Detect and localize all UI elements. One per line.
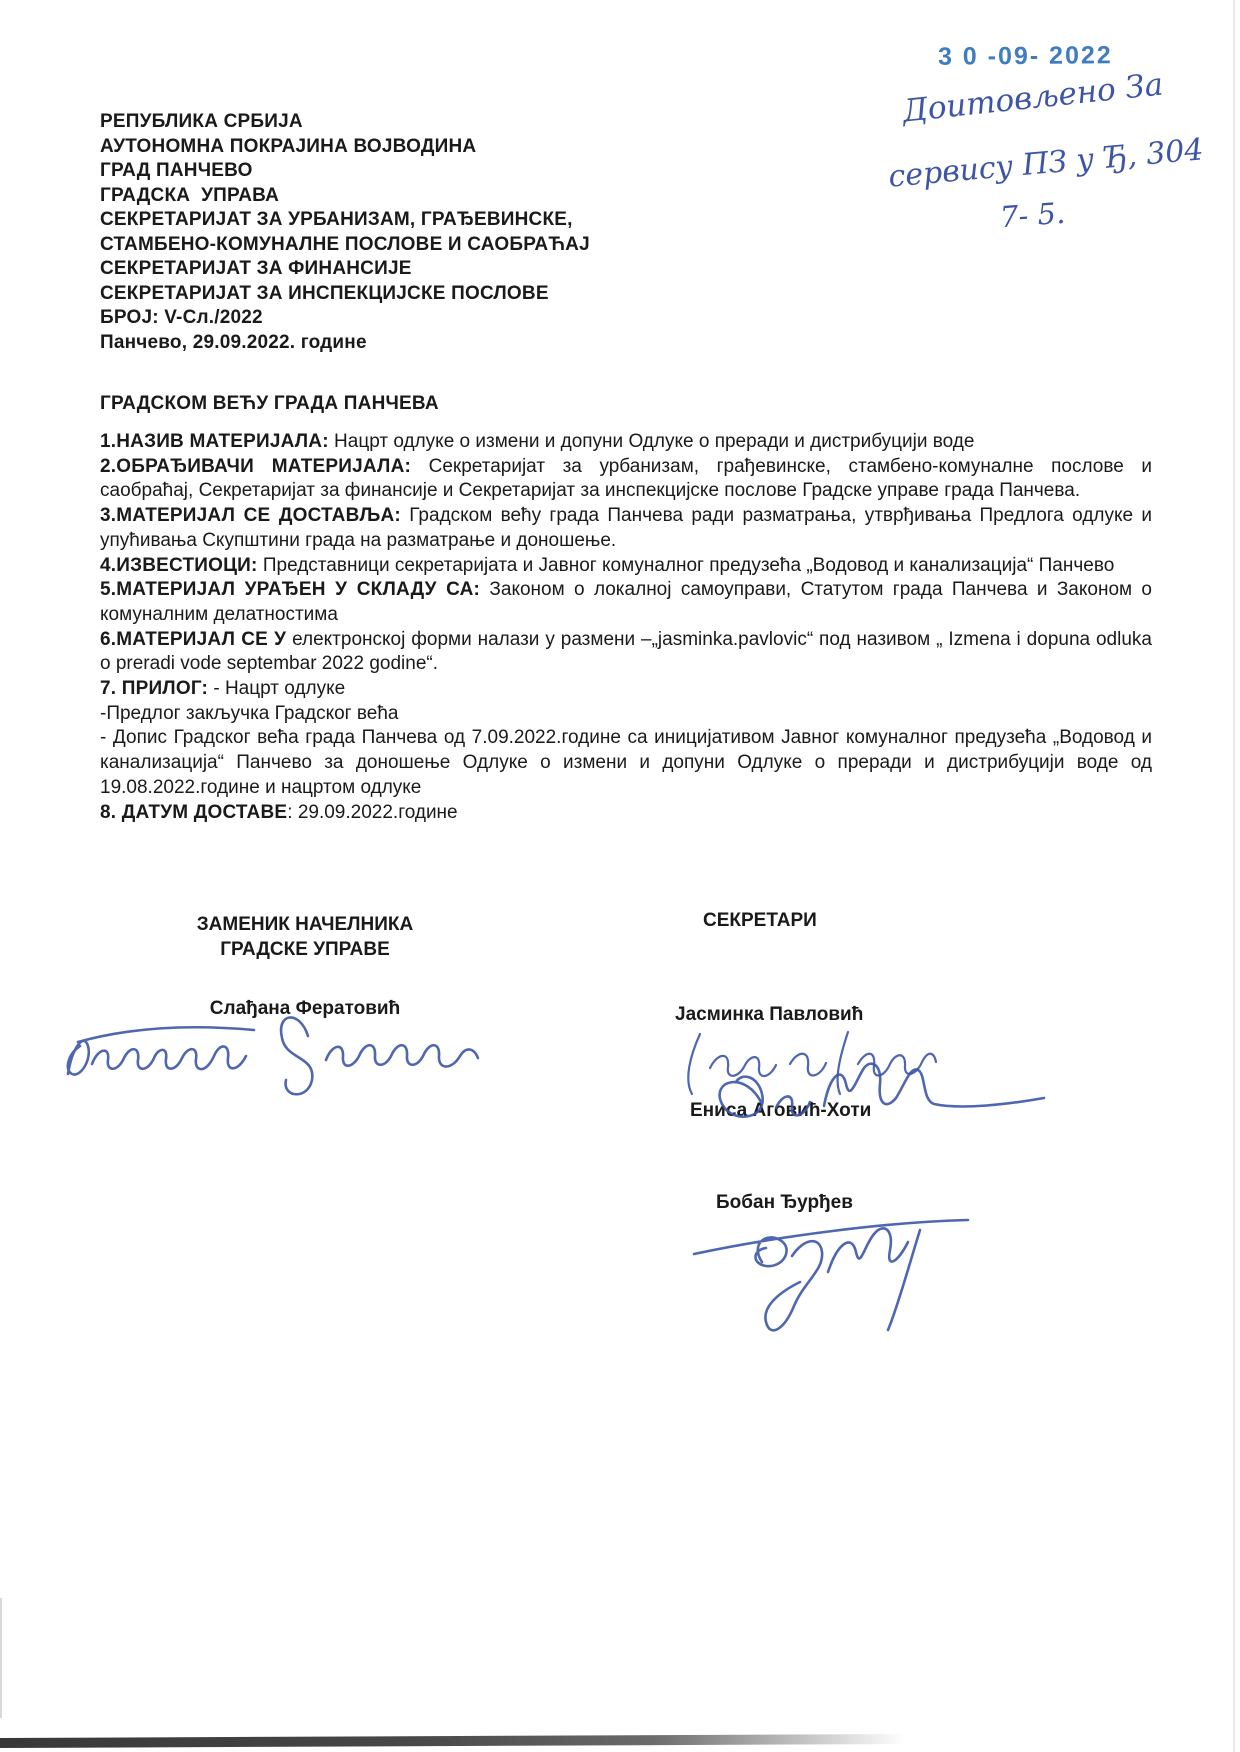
item-text: : 29.09.2022.године — [287, 801, 458, 823]
item-text: Нацрт одлуке о измени и допуни Одлуке о преради и дистрибуцији воде — [328, 431, 975, 452]
item-paragraph-6 — [100, 628, 1152, 677]
item-paragraph-8 — [100, 801, 1152, 826]
handwritten-note-line1: Доитовљено За — [900, 66, 1165, 130]
item-paragraph-7-attachment-1 — [100, 702, 1152, 727]
handwritten-note-line2: сервису ПЗ у Ђ, 304 — [887, 132, 1205, 195]
item-label: 3.МАТЕРИЈАЛ СЕ ДОСТАВЉА: — [100, 505, 401, 527]
deputy-chief-title-line2: ГРАДСКЕ УПРАВЕ — [220, 939, 390, 960]
item-label: 2.ОБРАЂИВАЧИ МАТЕРИЈАЛА: — [100, 455, 412, 477]
signature-ink-djurdjev — [688, 1210, 1038, 1345]
item-label: 8. ДАТУМ ДОСТАВЕ — [100, 801, 288, 823]
secretary-name-agovic-hoti: Ениса Аговић-Хоти — [690, 1100, 872, 1121]
item-paragraph-7-attachment-2 — [100, 726, 1152, 800]
item-paragraph-5 — [100, 578, 1152, 627]
secretary-name-djurdjev: Бобан Ђурђев — [716, 1192, 853, 1213]
scan-left-edge-artifact — [0, 1598, 2, 1718]
letterhead — [100, 110, 1080, 355]
item-text: Градском већу града Панчева ради разматрања, утврђивања Предлога одлуке и упућивања Скупштини града на разматрање и доношење. — [100, 505, 1152, 551]
document-body — [100, 430, 1152, 825]
item-label: 4.ИЗВЕСТИОЦИ: — [100, 554, 258, 576]
item-text: -Предлог закључка Градског већа — [100, 702, 399, 724]
item-label: 5.МАТЕРИЈАЛ УРАЂЕН У СКЛАДУ СА: — [100, 579, 481, 601]
deputy-chief-name: Слађана Фератовић — [209, 998, 401, 1019]
letterhead-line: ГРАДСКА УПРАВА — [100, 184, 280, 206]
item-text: електронској форми налази у размени –„jasminka.pavlovic“ под називом „ Izmena i dopuna odluka o preradi vode septembar 2022 godine“. — [100, 628, 1152, 675]
letterhead-line: СЕКРЕТАРИЈАТ ЗА УРБАНИЗАМ, ГРАЂЕВИНСКЕ, — [100, 209, 573, 230]
item-text: Законом о локалној самоуправи, Статутом града Панчева и Законом о комуналним делатностима — [100, 579, 1152, 625]
handwritten-note-line3: 7- 5. — [998, 195, 1067, 235]
letterhead-line: СЕКРЕТАРИЈАТ ЗА ФИНАНСИЈЕ — [100, 258, 412, 279]
item-label: 1.НАЗИВ МАТЕРИЈАЛА: — [100, 431, 329, 452]
letterhead-line: РЕПУБЛИКА СРБИЈА — [100, 111, 303, 132]
item-label: 7. ПРИЛОГ: — [100, 678, 209, 700]
secretary-name-pavlovic: Јасминка Павловић — [675, 1004, 864, 1025]
item-paragraph-2 — [100, 455, 1152, 504]
item-text: Представници секретаријата и Јавног комуналног предузећа „Водовод и канализација“ Панчево — [257, 554, 1115, 576]
item-text: - Нацрт одлуке — [208, 678, 346, 700]
signature-ink-agovic-hoti — [700, 1052, 1050, 1147]
item-paragraph-4 — [100, 554, 1152, 579]
letterhead-line: ГРАД ПАНЧЕВО — [100, 160, 253, 181]
recipient-title: ГРАДСКОМ ВЕЋУ ГРАДА ПАНЧЕВА — [100, 393, 439, 414]
document-number-line: БРОЈ: V-Сл./2022 — [100, 307, 263, 328]
letterhead-line: СТАМБЕНО-КОМУНАЛНЕ ПОСЛОВЕ И САОБРАЋАЈ — [100, 233, 590, 255]
item-text: Секретаријат за урбанизам, грађевинске, стамбено-комуналне послове и саобраћај, Секретаријат за финансије и Секретаријат за инспекцијске послове Градске управе града Панчева. — [100, 455, 1152, 502]
scan-bottom-edge-artifact — [0, 1734, 905, 1748]
item-paragraph-3 — [100, 504, 1152, 553]
signature-ink-feratovic — [58, 1002, 488, 1107]
scan-right-edge-artifact — [1233, 0, 1235, 1752]
deputy-chief-title-line1: ЗАМЕНИК НАЧЕЛНИКА — [196, 914, 414, 935]
secretaries-title: СЕКРЕТАРИ — [703, 910, 817, 931]
item-text: - Допис Градског већа града Панчева од 7.09.2022.године са иницијативом Јавног комуналног предузећа „Водовод и канализација“ Панчево за доношење Одлуке о измени и допуни Одлуке о преради и дистрибуцији воде од 19.08.2022.године и нацртом одлуке — [100, 727, 1152, 798]
place-date-line: Панчево, 29.09.2022. године — [100, 331, 367, 353]
item-paragraph-7 — [100, 677, 1152, 702]
item-label: 6.МАТЕРИЈАЛ СЕ У — [100, 628, 287, 650]
letterhead-line: АУТОНОМНА ПОКРАЈИНА ВОЈВОДИНА — [100, 135, 477, 157]
item-paragraph-1 — [100, 430, 1152, 455]
letterhead-line: СЕКРЕТАРИЈАТ ЗА ИНСПЕКЦИЈСКЕ ПОСЛОВЕ — [100, 282, 549, 304]
date-stamp: 3 0 -09- 2022 — [937, 41, 1113, 71]
